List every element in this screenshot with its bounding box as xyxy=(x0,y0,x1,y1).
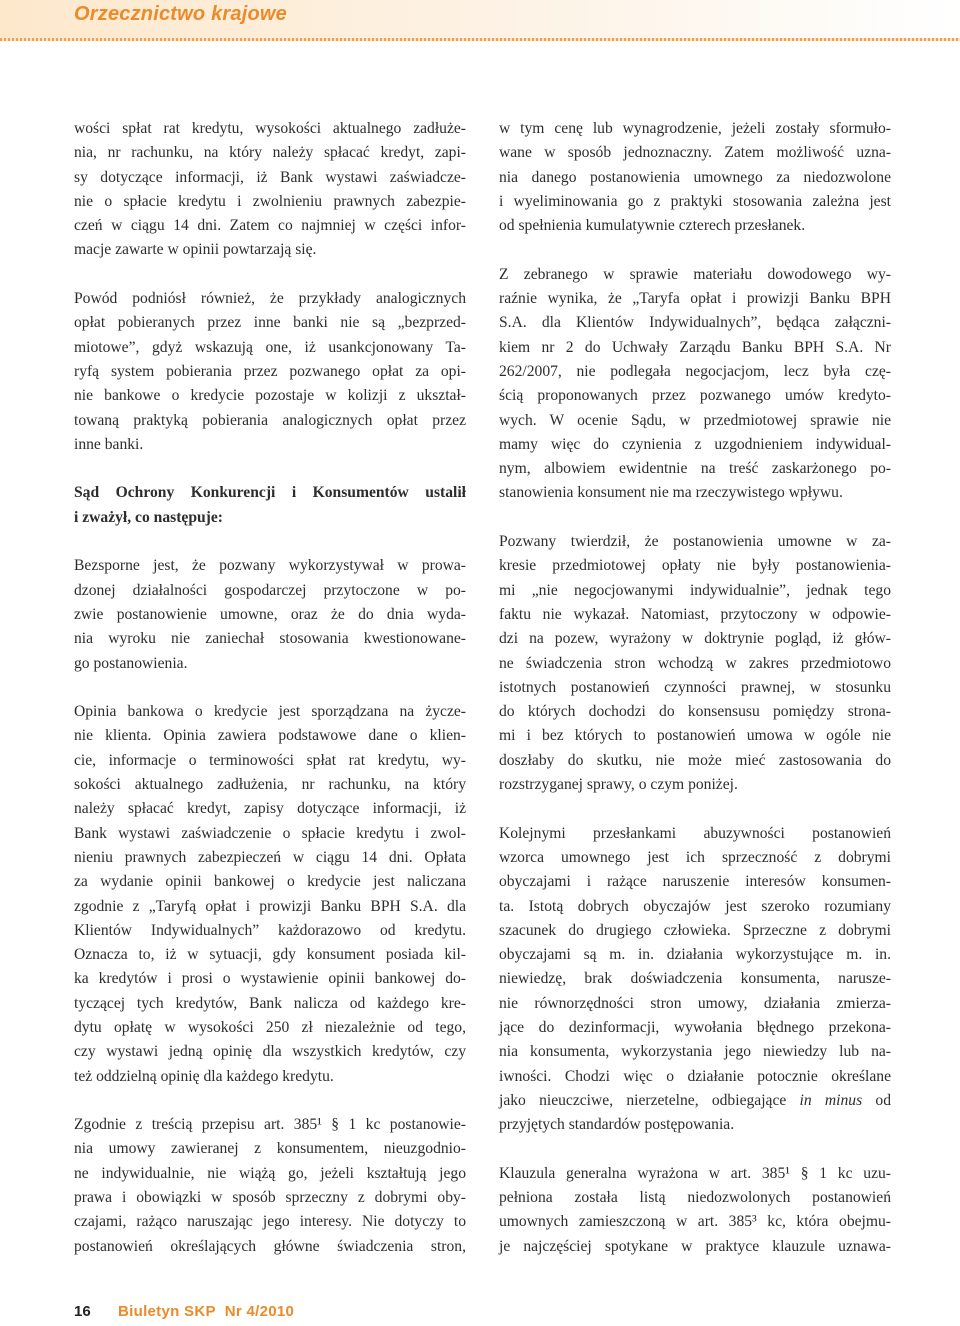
text-line: Pozwany twierdził, że postanowienia umowne w za- xyxy=(499,533,891,551)
text-line: mi i bez których to postanowień umowa w ogóle nie xyxy=(499,727,891,745)
text-line: dzonej działalności gospodarczej przytoczone w po- xyxy=(74,581,466,599)
text-line: i zważył, co następuje: xyxy=(74,508,223,526)
text-line: istotnych postanowień czynności prawnej, w stosunku xyxy=(499,678,891,696)
text-line: nia konsumenta, wykorzystania jego niewiedzy lub na- xyxy=(499,1043,891,1061)
text-line: wości spłat rat kredytu, wysokości aktualnego zadłuże- xyxy=(74,120,466,137)
paragraph xyxy=(499,822,891,1138)
text-line: go postanowienia. xyxy=(74,654,188,672)
text-line: nia wyroku nie zaniechał stosowania kwestionowane- xyxy=(74,630,466,648)
text-line: Bezsporne jest, że pozwany wykorzystywał w prowa- xyxy=(74,557,466,575)
text-line: ryfą system pobierania przez pozwanego opłat za opi- xyxy=(74,362,466,380)
text-line: nie o spłacie kredytu i zwolnieniu prawnych zabezpie- xyxy=(74,192,466,210)
text-fragment: jako nieuczciwe, nierzetelne, odbiegające xyxy=(499,1091,787,1109)
text-line: ne świadczenia stron wchodzą w zakres przedmiotowo xyxy=(499,654,891,672)
text-line: stanowienia konsument nie ma rzeczywistego wpływu. xyxy=(499,484,843,502)
text-line: jące do dezinformacji, wywołania błędnego przekona- xyxy=(499,1018,891,1036)
text-line: miotowe”, gdyż wskazują one, iż usankcjonowany Ta- xyxy=(74,338,466,356)
text-line: ka kredytów i prosi o wystawienie opinii bankowej do- xyxy=(74,970,466,988)
text-line: kresie przedmiotowej opłaty nie były postanowienia- xyxy=(499,557,891,575)
text-line: Klientów Indywidualnych” każdorazowo od kredytu. xyxy=(74,921,466,939)
text-line: szacunek do drugiego człowieka. Sprzeczne z dobrymi xyxy=(499,921,891,939)
text-line: nym, albowiem ewidentnie na treść zaskarżonego po- xyxy=(499,460,891,478)
text-line: należy spłacać kredyt, zapisy dotyczące informacji, iż xyxy=(74,800,466,818)
text-line: macje zawarte w opinii powtarzają się. xyxy=(74,241,317,259)
text-line: opłat pobieranych przez inne banki nie są „bezprzed- xyxy=(74,314,466,332)
text-line: pełniona została listą niedozwolonych postanowień xyxy=(499,1189,891,1207)
text-line: 262/2007, nie podlegała negocjacjom, lecz była czę- xyxy=(499,362,891,380)
text-line: S.A. dla Klientów Indywidualnych”, będąca załączni- xyxy=(499,314,891,332)
text-line: je najczęściej spotykane w praktyce klauzule uznawa- xyxy=(499,1237,891,1255)
section-heading xyxy=(74,481,466,530)
text-fragment: od xyxy=(862,1091,891,1109)
text-line: też oddzielną opinię dla każdego kredytu. xyxy=(74,1067,334,1085)
paragraph xyxy=(499,1162,891,1259)
issue-number: Nr 4/2010 xyxy=(224,1303,295,1320)
italic-phrase: in minus xyxy=(799,1091,863,1109)
text-line: Kolejnymi przesłankami abuzywności postanowień xyxy=(499,824,891,842)
text-line: do których dochodzi do konsensusu pomiędzy strona- xyxy=(499,703,891,721)
text-line: mi „nie negocjowanymi indywidualnie”, jednak tego xyxy=(499,581,891,599)
text-line: umownych zamieszczoną w art. 385³ kc, która obejmu- xyxy=(499,1213,891,1231)
paragraph xyxy=(74,554,466,675)
header-divider xyxy=(0,38,960,41)
text-line: nieniu prawnych zabezpieczeń w ciągu 14 dni. Opłata xyxy=(74,848,466,866)
text-line: cie, informacje o terminowości spłat rat kredytu, wy- xyxy=(74,751,466,769)
text-line: prawa i obowiązki w sposób sprzeczny z dobrymi oby- xyxy=(74,1189,466,1207)
text-line: nia danego postanowienia umownego za niedozwolone xyxy=(499,168,891,186)
text-line: Bank wystawi zaświadczenie o spłacie kredytu i zwol- xyxy=(74,824,466,842)
text-line: postanowień określających główne świadczenia stron, xyxy=(74,1237,466,1255)
paragraph xyxy=(499,530,891,797)
text-line: wane w sposób jednoznaczny. Zatem możliwość uzna- xyxy=(499,144,891,162)
text-line-mixed xyxy=(499,1089,891,1113)
text-line: raźnie wynika, że „Taryfa opłat i prowizji Banku BPH xyxy=(499,290,891,308)
text-line: dytu opłatę w wysokości 250 zł niezależnie od tego, xyxy=(74,1018,466,1036)
text-line: Oznacza to, iż w sytuacji, gdy konsument posiada kil- xyxy=(74,946,466,964)
text-line: i wyeliminowania go z praktyki stosowania zależna jest xyxy=(499,192,891,210)
text-line: ta. Istotą dobrych obyczajów jest szeroko rozumiany xyxy=(499,897,891,915)
text-line: mamy więc do czynienia z uzgodnieniem indywidual- xyxy=(499,435,891,453)
right-column xyxy=(499,117,891,1283)
text-line: inne banki. xyxy=(74,435,144,453)
text-line: Opinia bankowa o kredycie jest sporządzana na życze- xyxy=(74,703,466,721)
text-line: towaną praktyką pobierania analogicznych opłat przez xyxy=(74,411,466,429)
text-line: iwności. Chodzi więc o działanie potocznie określane xyxy=(499,1067,891,1085)
text-line: Klauzula generalna wyrażona w art. 385¹ § 1 kc uzu- xyxy=(499,1164,891,1182)
text-line: Sąd Ochrony Konkurencji i Konsumentów ustalił xyxy=(74,484,466,502)
paragraph xyxy=(74,287,466,457)
text-line: sy dotyczące informacji, iż Bank wystawi zaświadcze- xyxy=(74,168,466,186)
paragraph xyxy=(499,263,891,506)
text-line: Z zebranego w sprawie materiału dowodowego wy- xyxy=(499,265,891,283)
text-line: ne indywidualnie, nie wiążą go, jeżeli kształtują jego xyxy=(74,1164,466,1182)
text-line: nie bankowe o kredycie pozostaje w kolizji z ukształ- xyxy=(74,387,466,405)
paragraph xyxy=(499,117,891,238)
text-line: sokości aktualnego zadłużenia, nr rachunku, na który xyxy=(74,776,466,794)
text-line: od spełnienia kumulatywnie czterech przesłanek. xyxy=(499,217,806,235)
text-line: czy wystawi jedną opinię dla wszystkich kredytów, czy xyxy=(74,1043,466,1061)
text-line: Powód podniósł również, że przykłady analogicznych xyxy=(74,290,466,308)
text-line: zwie postanowienie umowne, oraz że do dnia wyda- xyxy=(74,605,466,623)
text-line: czeń w ciągu 14 dni. Zatem co najmniej w części infor- xyxy=(74,217,466,235)
text-line: nie równorzędności stron umowy, działania zmierza- xyxy=(499,994,891,1012)
text-line: za wydanie opinii bankowej o kredycie jest naliczana xyxy=(74,873,466,891)
text-line: nia, nr rachunku, na który należy spłacać kredyt, zapi- xyxy=(74,144,466,162)
text-line: dzi na pozew, wyrażony w doktrynie pogląd, iż głów- xyxy=(499,630,891,648)
section-title: Orzecznictwo krajowe xyxy=(74,3,287,25)
text-line: obyczajami i rażące naruszenie interesów konsumen- xyxy=(499,873,891,891)
text-line: Zgodnie z treścią przepisu art. 385¹ § 1 kc postanowie- xyxy=(74,1116,466,1134)
text-line: faktu nie wykazał. Natomiast, przytoczony w odpowie- xyxy=(499,605,891,623)
text-line: ścią proponowanych przez pozwanego umów kredyto- xyxy=(499,387,891,405)
text-line: przyjętych standardów postępowania. xyxy=(499,1116,735,1134)
left-column xyxy=(74,117,466,1283)
text-line: czajami, rażąco naruszając jego interesy. Nie dotyczy to xyxy=(74,1213,466,1231)
text-line: nie klienta. Opinia zawiera podstawowe dane o klien- xyxy=(74,727,466,745)
paragraph xyxy=(74,700,466,1089)
publication-name: Biuletyn SKP xyxy=(118,1303,216,1320)
text-line: doszłaby do skutku, nie może mieć zastosowania do xyxy=(499,751,891,769)
text-line: zgodnie z „Taryfą opłat i prowizji Banku BPH S.A. dla xyxy=(74,897,466,915)
paragraph xyxy=(74,117,466,263)
text-line: wzorca umownego jest ich sprzeczność z dobrymi xyxy=(499,848,891,866)
paragraph xyxy=(74,1113,466,1259)
text-line: kiem nr 2 do Uchwały Zarządu Banku BPH S.A. Nr xyxy=(499,338,891,356)
text-line: obyczajami są m. in. działania wykorzystujące m. in. xyxy=(499,946,891,964)
text-line: rozstrzyganej sprawy, o czym poniżej. xyxy=(499,776,738,794)
text-line: tyczącej tych kredytów, Bank nalicza od każdego kre- xyxy=(74,994,466,1012)
text-line: niewiedzę, brak doświadczenia konsumenta, narusze- xyxy=(499,970,891,988)
text-line: w tym cenę lub wynagrodzenie, jeżeli zostały sformuło- xyxy=(499,120,891,137)
text-line: wych. W ocenie Sądu, w przedmiotowej sprawie nie xyxy=(499,411,891,429)
publication-info xyxy=(118,1303,294,1320)
page-number: 16 xyxy=(74,1303,91,1320)
text-line: nia umowy zawieranej z konsumentem, nieuzgodnio- xyxy=(74,1140,466,1158)
